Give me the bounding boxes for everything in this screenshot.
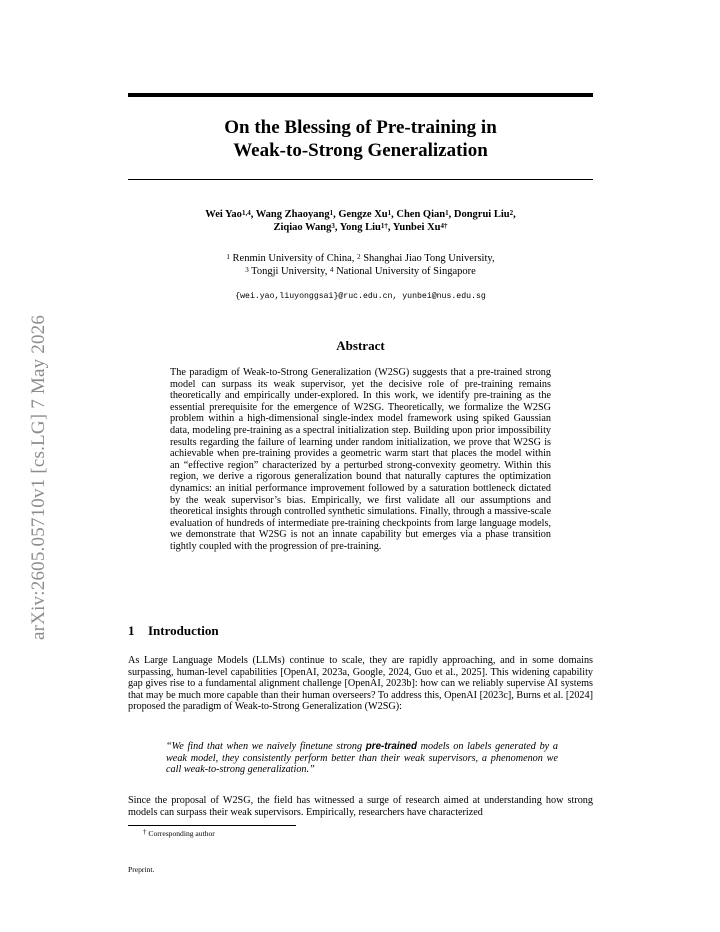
author-separator: ,: [513, 209, 516, 220]
paper-title: [128, 116, 593, 162]
preprint-label: Preprint.: [128, 865, 155, 874]
footnote: [143, 829, 215, 838]
author-separator: ,: [333, 209, 339, 220]
affiliation-mark: 3: [245, 266, 249, 274]
section-number: 1: [128, 623, 135, 638]
author-name: Dongrui Liu: [453, 209, 510, 220]
abstract-heading: Abstract: [336, 338, 385, 353]
affiliation: National University of Singapore: [333, 266, 476, 277]
author-name: Chen Qian: [396, 209, 446, 220]
author-separator: ,: [334, 222, 340, 233]
title-bottom-rule: [128, 179, 593, 180]
affiliation-mark: 2: [357, 253, 361, 261]
author-affiliation-mark: 1†: [380, 222, 388, 230]
arxiv-identifier: arXiv:2605.05710v1 [cs.LG] 7 May 2026: [28, 314, 49, 640]
author-affiliation-mark: 1: [445, 209, 449, 217]
author-name: Yong Liu: [339, 222, 381, 233]
section-heading: [128, 623, 219, 639]
author-separator: ,: [448, 209, 454, 220]
title-line-1: On the Blessing of Pre-training in: [224, 117, 497, 138]
author-name: Ziqiao Wang: [273, 222, 332, 233]
author-affiliation-mark: 4†: [440, 222, 448, 230]
author-name: Yunbei Xu: [392, 222, 441, 233]
section-title: Introduction: [148, 623, 219, 638]
footnote-text: Corresponding author: [146, 829, 215, 838]
title-line-2: Weak-to-Strong Generalization: [233, 140, 488, 161]
author-separator: ,: [391, 209, 397, 220]
affiliation-mark: 1: [226, 253, 230, 261]
author-affiliation-mark: 2: [509, 209, 514, 217]
block-quote: [166, 741, 558, 776]
author-list: [128, 208, 593, 234]
author-name: Wei Yao: [205, 209, 242, 220]
quote-text: “We find that when we naively finetune strong: [166, 741, 366, 752]
author-name: Gengze Xu: [338, 209, 388, 220]
author-separator: ,: [387, 222, 393, 233]
body-paragraph: Since the proposal of W2SG, the field has witnessed a surge of research aimed at understanding how strong models can surpass their weak supervisors. Empirically, researchers have characterized: [128, 795, 593, 818]
affiliation: Tongji University,: [248, 266, 330, 277]
author-affiliation-mark: 1: [329, 209, 334, 217]
author-line-1: [128, 208, 593, 221]
affiliations: [128, 252, 593, 278]
author-line-2: [128, 221, 593, 234]
title-top-rule: [128, 93, 593, 97]
abstract-text: The paradigm of Weak-to-Strong Generalization (W2SG) suggests that a pre-trained strong model can surpass its weak supervisor, yet the decisive role of pre-training remains theoretically and empirically under-explored. In this work, we identify pre-training as the essential prerequisite for the emergence of W2SG. Theoretically, we formalize the W2SG problem within a high-dimensional single-index model framework using spiked Gaussian data, modeling pre-training as a spectral initialization step. Building upon prior impossibility results regarding the failure of learning under random initialization, we prove that W2SG is achievable when pre-training provides a geometric warm start that places the model within an “effective region” characterized by a perturbed strong-convexity geometry. Within this region, we derive a rigorous generalization bound that naturally captures the optimization dynamics: an initial performance improvement followed by a saturation bottleneck dictated by the weak supervisor’s bias. Empirically, we first validate all our assumptions and theoretical insights through controlled synthetic simulations. Finally, through a massive-scale evaluation of hundreds of intermediate pre-training checkpoints from large language models, we demonstrate that W2SG is not an innate capability but emerges via a phase transition tightly coupled with the progression of pre-training.: [170, 367, 551, 552]
affiliation-line-1: [128, 252, 593, 265]
author-affiliation-mark: 3: [331, 222, 335, 230]
author-name: Wang Zhaoyang: [255, 209, 330, 220]
author-affiliation-mark: 1: [387, 209, 392, 217]
quote-text: models on labels generated by a weak model, they consistently perform better than their weak supervisors, a phenomenon we call weak-to-strong generalization.”: [166, 741, 558, 776]
affiliation: Shanghai Jiao Tong University,: [360, 253, 495, 264]
author-emails: {wei.yao,liuyonggsai}@ruc.edu.cn, yunbei@nus.edu.sg: [235, 292, 486, 301]
affiliation-line-2: [128, 265, 593, 278]
author-separator: ,: [250, 209, 256, 220]
affiliation-mark: 4: [329, 266, 334, 274]
author-affiliation-mark: 1,4: [241, 209, 251, 217]
footnote-mark: †: [143, 828, 147, 836]
intro-paragraph: As Large Language Models (LLMs) continue to scale, they are rapidly approaching, and in some domains surpassing, human-level capabilities [OpenAI, 2023a, Google, 2024, Guo et al., 2025]. This widening capability gap gives rise to a fundamental alignment challenge [OpenAI, 2023b]: how can we reliably supervise AI systems that may be much more capable than their human overseers? To address this, OpenAI [2023c], Burns et al. [2024] proposed the paradigm of Weak-to-Strong Generalization (W2SG):: [128, 655, 593, 713]
quote-emphasis: pre-trained: [365, 741, 417, 752]
footnote-rule: [128, 825, 296, 826]
affiliation: Renmin University of China,: [229, 253, 358, 264]
